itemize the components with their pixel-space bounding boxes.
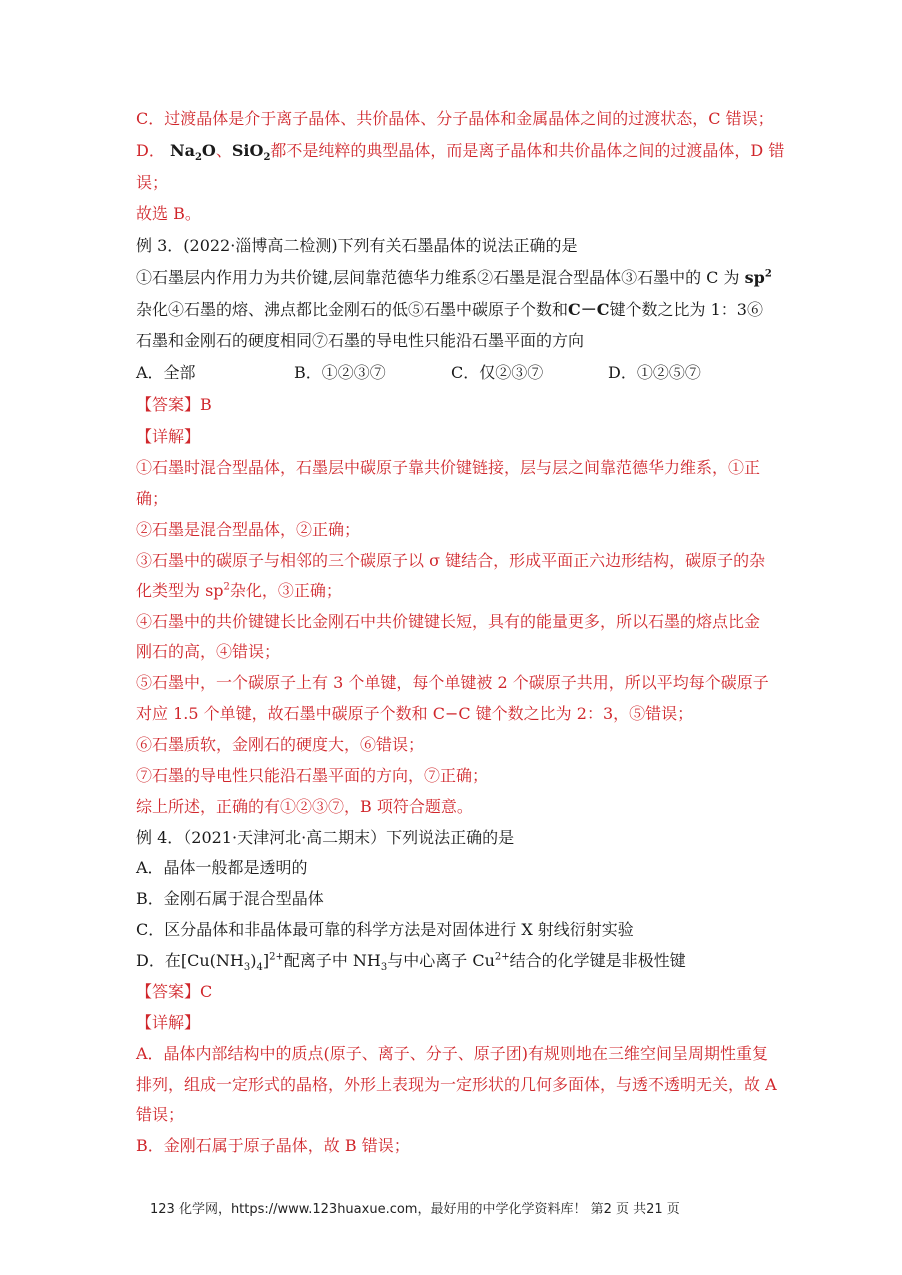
explanation-line: 确； xyxy=(136,489,169,508)
explanation-line: ③石墨中的碳原子与相邻的三个碳原子以 σ 键结合，形成平面正六边形结构，碳原子的杂 xyxy=(136,551,766,570)
answer-label: 【答案】B xyxy=(136,395,212,414)
explanation-label: 【详解】 xyxy=(136,1013,201,1032)
explanation-line: 刚石的高，④错误； xyxy=(136,642,281,661)
formula-sp2: $sp^2$ xyxy=(744,268,772,287)
explanation-line: ⑦石墨的导电性只能沿石墨平面的方向，⑦正确； xyxy=(136,766,489,785)
option-a: A．晶体一般都是透明的 xyxy=(136,858,308,877)
option-d: D．在$[Cu(NH_3)_4]^{2+}$配离子中 $NH_3$与中心离子 $Cu^{2+}$结合的化学键是非极性键 xyxy=(136,951,686,974)
text: D． xyxy=(136,141,165,160)
option-c: C．仅②③⑦ xyxy=(451,363,544,382)
text: 、 xyxy=(215,141,232,160)
explanation-line: 综上所述，正确的有①②③⑦，B 项符合题意。 xyxy=(136,797,473,816)
question-3-stem: 杂化④石墨的熔、沸点都比金刚石的低⑤石墨中碳原子个数和C－C键个数之比为 1：3⑥ xyxy=(136,300,763,319)
page-footer: 123 化学网，https://www.123huaxue.com，最好用的中学化学资料库！ 第2 页 共21 页 xyxy=(150,1202,680,1217)
question-4-title: 例 4．（2021·天津河北·高二期末）下列说法正确的是 xyxy=(136,828,515,847)
explanation-line: ⑤石墨中，一个碳原子上有 3 个单键，每个单键被 2 个碳原子共用，所以平均每个碳原子 xyxy=(136,673,769,692)
conclusion: 故选 B。 xyxy=(136,204,201,223)
explanation-line: 对应 1.5 个单键，故石墨中碳原子个数和 C−C 键个数之比为 2：3，⑤错误； xyxy=(136,704,694,723)
explanation-line: ①石墨时混合型晶体，石墨层中碳原子靠共价键链接，层与层之间靠范德华力维系，①正 xyxy=(136,458,761,477)
question-3-stem: ①石墨层内作用力为共价键,层间靠范德华力维系②石墨是混合型晶体③石墨中的 C 为 $sp^2$ xyxy=(136,268,772,287)
explanation-line: ④石墨中的共价键键长比金刚石中共价键键长短，具有的能量更多，所以石墨的熔点比金 xyxy=(136,612,761,631)
explanation-line: ②石墨是混合型晶体，②正确； xyxy=(136,520,361,539)
explanation-line: B．金刚石属于原子晶体，故 B 错误； xyxy=(136,1136,410,1155)
explanation-line: 化类型为 $sp^2$杂化，③正确； xyxy=(136,581,342,600)
option-d: D．①②⑤⑦ xyxy=(608,363,701,382)
option-b: B．金刚石属于混合型晶体 xyxy=(136,889,324,908)
explanation-line: ⑥石墨质软，金刚石的硬度大，⑥错误； xyxy=(136,735,425,754)
text-line: 误； xyxy=(136,173,169,192)
formula-cc: C－C xyxy=(568,300,610,319)
explanation-line: 排列，组成一定形式的晶格，外形上表现为一定形状的几何多面体，与透不透明无关，故 A xyxy=(136,1075,777,1094)
formula-na2o: $Na_2O$ xyxy=(169,141,216,164)
option-a: A．全部 xyxy=(136,363,196,382)
question-3-title: 例 3．(2022·淄博高二检测)下列有关石墨晶体的说法正确的是 xyxy=(136,236,578,255)
explanation-line: 错误； xyxy=(136,1105,185,1124)
answer-label: 【答案】C xyxy=(136,982,213,1001)
formula-sio2: SiO$_2$ xyxy=(231,141,271,164)
question-3-stem: 石墨和金刚石的硬度相同⑦石墨的导电性只能沿石墨平面的方向 xyxy=(136,331,585,350)
option-d-explanation xyxy=(136,140,784,162)
option-c: C．区分晶体和非晶体最可靠的科学方法是对固体进行 X 射线衍射实验 xyxy=(136,920,634,939)
explanation-line: A．晶体内部结构中的质点(原子、离子、分子、原子团)有规则地在三维空间呈周期性重复 xyxy=(136,1044,769,1063)
explanation-label: 【详解】 xyxy=(136,427,201,446)
option-b: B．①②③⑦ xyxy=(294,363,386,382)
option-c-explanation: C．过渡晶体是介于离子晶体、共价晶体、分子晶体和金属晶体之间的过渡状态，C 错误； xyxy=(136,109,774,128)
text: 都不是纯粹的典型晶体，而是离子晶体和共价晶体之间的过渡晶体，D 错 xyxy=(270,141,785,160)
